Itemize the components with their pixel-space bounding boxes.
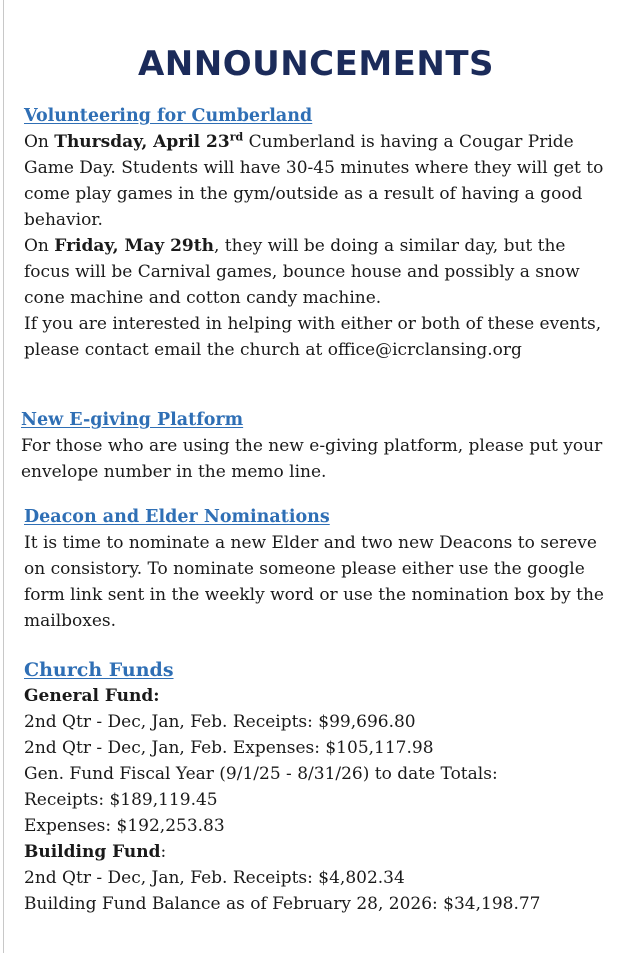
page-title: ANNOUNCEMENTS [137,44,495,84]
egiving-text: For those who are using the new e-giving platform, please put your envelope number in the memo line. [21,436,603,482]
page-border [3,0,4,953]
volunteer-paragraph-2: On Friday, May 29th, they will be doing a similar day, but the focus will be Carnival games, bounce house and possibly a snow cone machine and cotton candy machine. [24,236,580,308]
general-fund-line: Receipts: $189,119.45 [24,790,218,810]
egiving-section [21,407,611,485]
building-fund-label: Building Fund: [24,842,167,862]
general-fund-line: Expenses: $192,253.83 [24,816,225,836]
general-fund-line: 2nd Qtr - Dec, Jan, Feb. Receipts: $99,696.80 [24,712,416,732]
nominations-heading[interactable]: Deacon and Elder Nominations [24,507,330,527]
egiving-heading[interactable]: New E-giving Platform [21,410,244,430]
volunteer-paragraph-3: If you are interested in helping with either or both of these events, please contact email the church at office@icrclansing.org [24,314,602,360]
building-fund-line: Building Fund Balance as of February 28, 2026: $34,198.77 [24,894,541,914]
volunteer-section [24,103,614,363]
building-fund-line: 2nd Qtr - Dec, Jan, Feb. Receipts: $4,802.34 [24,868,405,888]
friday-date: Friday, May 29th [54,236,214,256]
funds-section [24,657,614,917]
general-fund-line: 2nd Qtr - Dec, Jan, Feb. Expenses: $105,117.98 [24,738,434,758]
nominations-section [24,504,614,634]
volunteer-paragraph-1: On Thursday, April 23rd Cumberland is having a Cougar Pride Game Day. Students will have 30-45 minutes where they will get to come play games in the gym/outside as a result of having a good behavior. [24,130,604,230]
general-fund-label: General Fund: [24,686,160,706]
thursday-date: Thursday, April 23 [54,132,230,152]
funds-heading[interactable]: Church Funds [24,659,174,681]
nominations-text: It is time to nominate a new Elder and two new Deacons to sereve on consistory. To nominate someone please either use the google form link sent in the weekly word or use the nomination box by the mailboxes. [24,533,604,631]
volunteer-heading[interactable]: Volunteering for Cumberland [24,106,313,126]
general-fund-line: Gen. Fund Fiscal Year (9/1/25 - 8/31/26) to date Totals: [24,764,498,784]
